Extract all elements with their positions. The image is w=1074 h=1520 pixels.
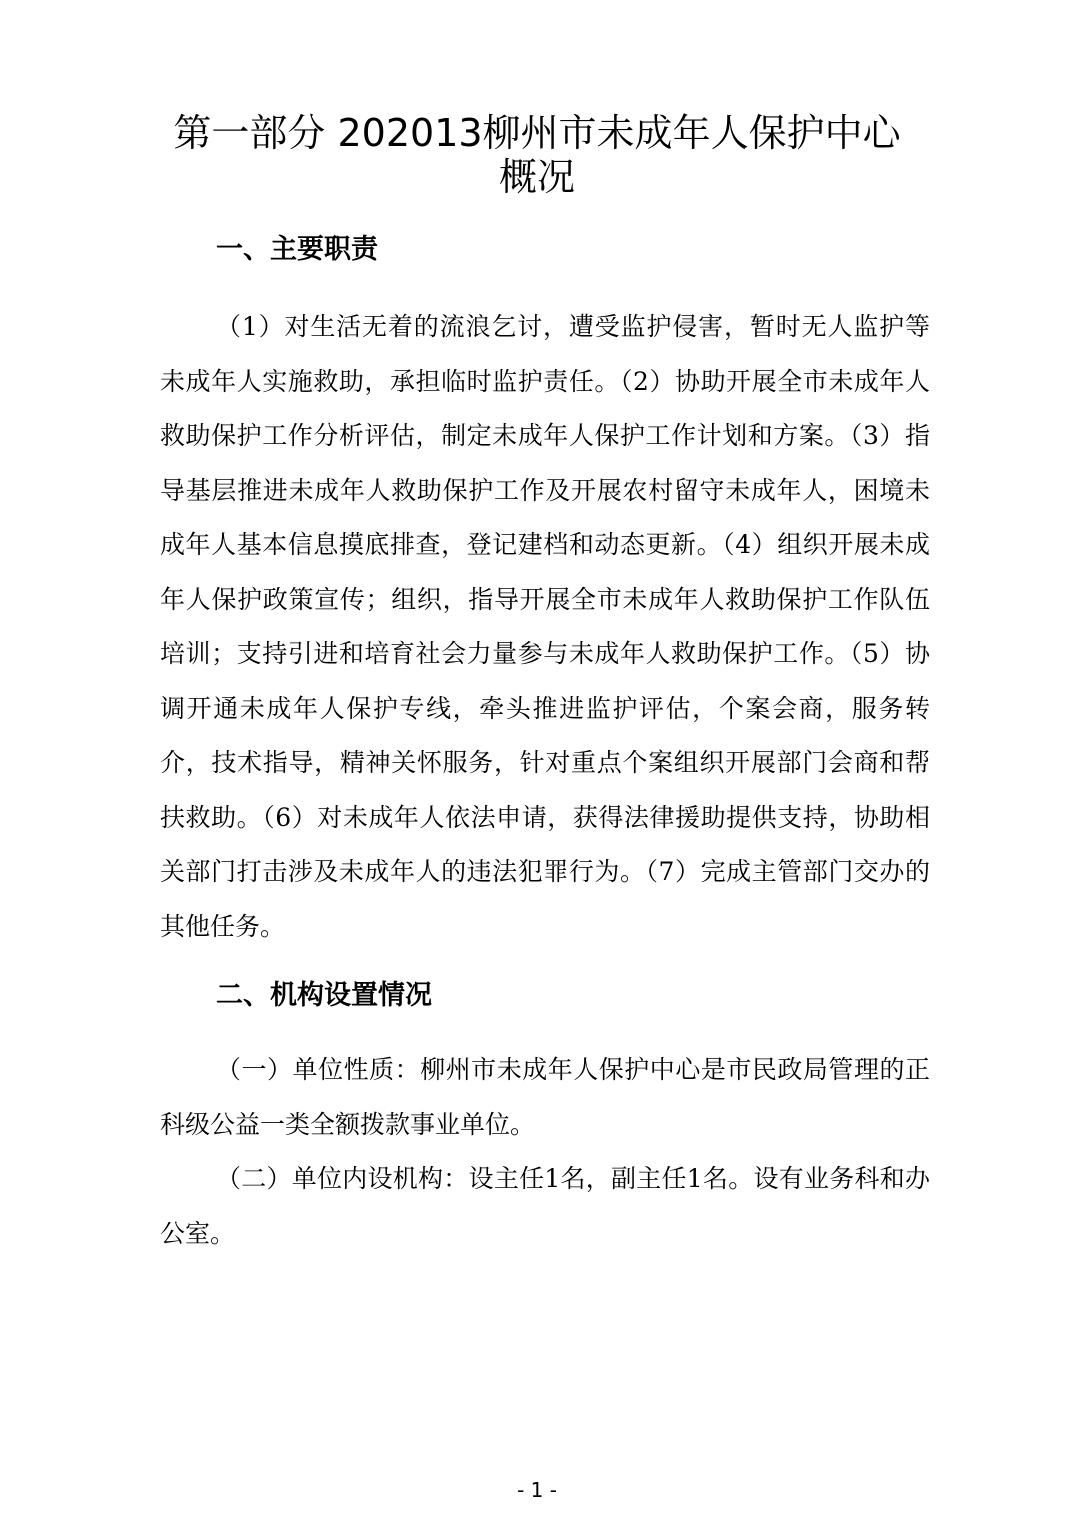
- page-title-line-2: 概况: [498, 155, 575, 199]
- paragraph-internal-structure: （二）单位内设机构：设主任1名，副主任1名。设有业务科和办公室。: [160, 1164, 930, 1248]
- page-title-line-1: 第一部分 202013柳州市未成年人保护中心: [173, 111, 901, 155]
- paragraph-main-duties: （1）对生活无着的流浪乞讨，遭受监护侵害，暂时无人监护等未成年人实施救助，承担临时监护责任。（2）协助开展全市未成年人救助保护工作分析评估，制定未成年人保护工作计划和方案。（3）指导基层推进未成年人救助保护工作及开展农村留守未成年人，困境未成年人基本信息摸底排查，登记建档和动态更新。（4）组织开展未成年人保护政策宣传；组织，指导开展全市未成年人救助保护工作队伍培训；支持引进和培育社会力量参与未成年人救助保护工作。（5）协调开通未成年人保护专线，牵头推进监护评估，个案会商，服务转介，技术指导，精神关怀服务，针对重点个案组织开展部门会商和帮扶救助。（6）对未成年人依法申请，获得法律援助提供支持，协助相关部门打击涉及未成年人的违法犯罪行为。（7）完成主管部门交办的其他任务。: [160, 312, 930, 941]
- paragraph-unit-nature: （一）单位性质：柳州市未成年人保护中心是市民政局管理的正科级公益一类全额拨款事业单位。: [160, 1055, 930, 1139]
- section-heading-main-duties: 一、主要职责: [216, 234, 378, 265]
- section-heading-organization: 二、机构设置情况: [216, 980, 432, 1011]
- page-number: - 1 -: [517, 1478, 557, 1502]
